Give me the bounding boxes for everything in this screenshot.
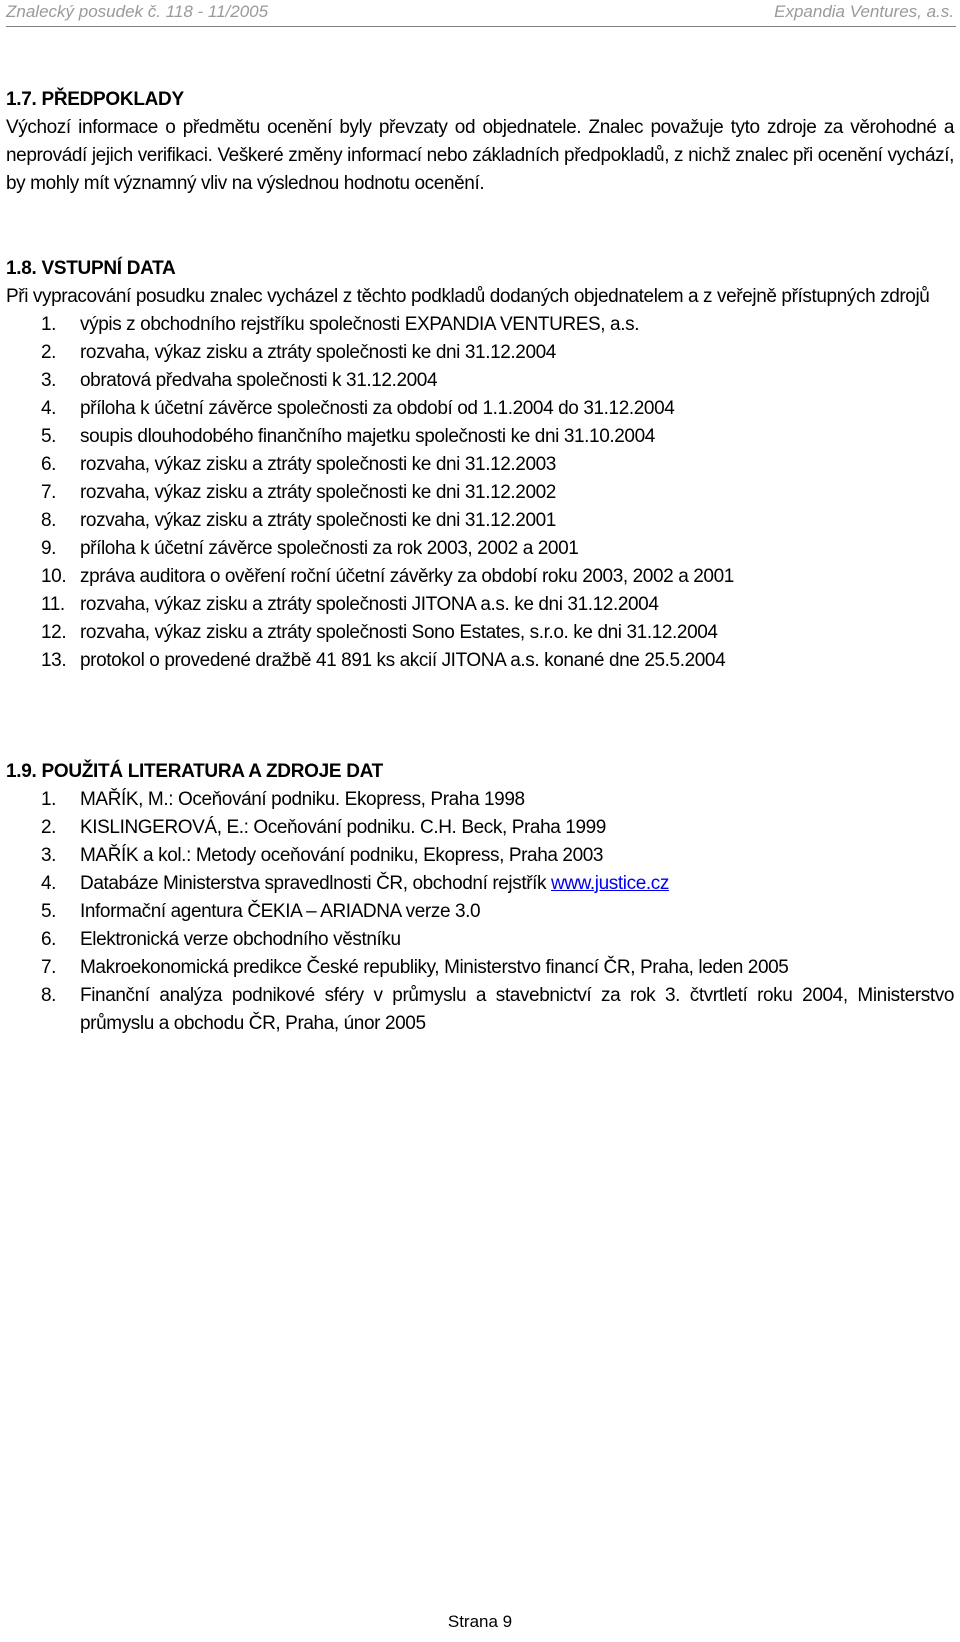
- list-item-text: obratová předvaha společnosti k 31.12.2004: [80, 370, 438, 391]
- list-item-text: Informační agentura ČEKIA – ARIADNA verze 3.0: [80, 901, 481, 922]
- list-item-text: rozvaha, výkaz zisku a ztráty společnosti Sono Estates, s.r.o. ke dni 31.12.2004: [80, 622, 718, 643]
- list-item-number: 6.: [41, 929, 57, 950]
- list-item-text: MAŘÍK, M.: Oceňování podniku. Ekopress, Praha 1998: [80, 789, 525, 810]
- list-item-number: 4.: [41, 873, 57, 894]
- header-document-title: Znalecký posudek č. 118 - 11/2005: [6, 2, 269, 21]
- section-heading-assumptions: 1.7. PŘEDPOKLADY: [6, 89, 184, 110]
- section-literature: [6, 758, 954, 1038]
- list-item-number: 7.: [41, 482, 57, 503]
- list-item-number: 5.: [41, 426, 57, 447]
- list-item-text: protokol o provedené dražbě 41 891 ks akcií JITONA a.s. konané dne 25.5.2004: [80, 650, 726, 671]
- list-item-text: Makroekonomická predikce České republiky, Ministerstvo financí ČR, Praha, leden 2005: [80, 957, 789, 978]
- list-item: [6, 842, 954, 870]
- list-item: [6, 647, 954, 675]
- list-item-text: příloha k účetní závěrce společnosti za rok 2003, 2002 a 2001: [80, 538, 579, 559]
- list-item-number: 2.: [41, 342, 57, 363]
- list-item-text: rozvaha, výkaz zisku a ztráty společnosti ke dni 31.12.2002: [80, 482, 556, 503]
- list-item: [6, 926, 954, 954]
- list-item: [6, 870, 954, 898]
- list-item-text: zpráva auditora o ověření roční účetní závěrky za období roku 2003, 2002 a 2001: [80, 566, 734, 587]
- list-item: [6, 898, 954, 926]
- list-item-text: KISLINGEROVÁ, E.: Oceňování podniku. C.H. Beck, Praha 1999: [80, 817, 606, 838]
- list-item: [6, 367, 954, 395]
- list-item: [6, 814, 954, 842]
- section-heading-input-data: 1.8. VSTUPNÍ DATA: [6, 258, 176, 279]
- input-data-intro: Při vypracování posudku znalec vycházel z těchto podkladů dodaných objednatelem a z veřejně přístupných zdrojů: [6, 286, 930, 307]
- list-item-number: 3.: [41, 845, 57, 866]
- list-item: [6, 507, 954, 535]
- page-header: [6, 0, 956, 27]
- list-item-text: výpis z obchodního rejstříku společnosti EXPANDIA VENTURES, a.s.: [80, 314, 640, 335]
- list-item-text: rozvaha, výkaz zisku a ztráty společnosti ke dni 31.12.2004: [80, 342, 556, 363]
- list-item: [6, 619, 954, 647]
- list-item-number: 8.: [41, 985, 57, 1006]
- list-item-number: 9.: [41, 538, 57, 559]
- list-item: [6, 395, 954, 423]
- list-item-text: MAŘÍK a kol.: Metody oceňování podniku, Ekopress, Praha 2003: [80, 845, 604, 866]
- list-item-number: 6.: [41, 454, 57, 475]
- list-item-text: Databáze Ministerstva spravedlnosti ČR, obchodní rejstřík: [80, 873, 552, 894]
- list-item-text: rozvaha, výkaz zisku a ztráty společnosti JITONA a.s. ke dni 31.12.2004: [80, 594, 659, 615]
- assumptions-paragraph: Výchozí informace o předmětu ocenění byly převzaty od objednatele. Znalec považuje tyto zdroje za věrohodné a neprovádí jejich verifikaci. Veškeré změny informací nebo základních předpokladů, z nichž znalec při ocenění vychází, by mohly mít významný vliv na výslednou hodnotu ocenění.: [6, 117, 954, 194]
- list-item-number: 2.: [41, 817, 57, 838]
- section-heading-literature: 1.9. POUŽITÁ LITERATURA A ZDROJE DAT: [6, 761, 383, 782]
- list-item-number: 8.: [41, 510, 57, 531]
- list-item: [6, 954, 954, 982]
- page-number: Strana 9: [447, 1612, 513, 1631]
- input-data-list: [6, 311, 954, 675]
- header-company-name: Expandia Ventures, a.s.: [774, 2, 954, 21]
- list-item: [6, 451, 954, 479]
- list-item: [6, 563, 954, 591]
- list-item-text: příloha k účetní závěrce společnosti za období od 1.1.2004 do 31.12.2004: [80, 398, 675, 419]
- list-item-text: rozvaha, výkaz zisku a ztráty společnosti ke dni 31.12.2001: [80, 510, 556, 531]
- list-item-number: 1.: [41, 789, 57, 810]
- list-item: [6, 535, 954, 563]
- list-item-number: 13.: [41, 650, 67, 671]
- list-item: [6, 786, 954, 814]
- list-item-text: Elektronická verze obchodního věstníku: [80, 929, 401, 950]
- list-item-number: 11.: [41, 594, 65, 615]
- list-item-number: 7.: [41, 957, 57, 978]
- list-item-number: 12.: [41, 622, 67, 643]
- list-item-text: Finanční analýza podnikové sféry v průmyslu a stavebnictví za rok 3. čtvrtletí roku 2004, Ministerstvo průmyslu a obchodu ČR, Praha, únor 2005: [80, 985, 954, 1034]
- list-item: [6, 591, 954, 619]
- list-item: [6, 982, 954, 1038]
- list-item: [6, 339, 954, 367]
- list-item-number: 4.: [41, 398, 57, 419]
- list-item: [6, 479, 954, 507]
- section-assumptions: [6, 86, 954, 198]
- list-item-number: 1.: [41, 314, 57, 335]
- section-input-data: [6, 255, 954, 675]
- list-item-number: 5.: [41, 901, 57, 922]
- literature-list: [6, 786, 954, 1038]
- list-item-text: soupis dlouhodobého finančního majetku společnosti ke dni 31.10.2004: [80, 426, 655, 447]
- justice-link[interactable]: www.justice.cz: [551, 873, 669, 894]
- list-item-number: 3.: [41, 370, 57, 391]
- list-item: [6, 423, 954, 451]
- list-item-number: 10.: [41, 566, 67, 587]
- list-item: [6, 311, 954, 339]
- list-item-text: rozvaha, výkaz zisku a ztráty společnosti ke dni 31.12.2003: [80, 454, 556, 475]
